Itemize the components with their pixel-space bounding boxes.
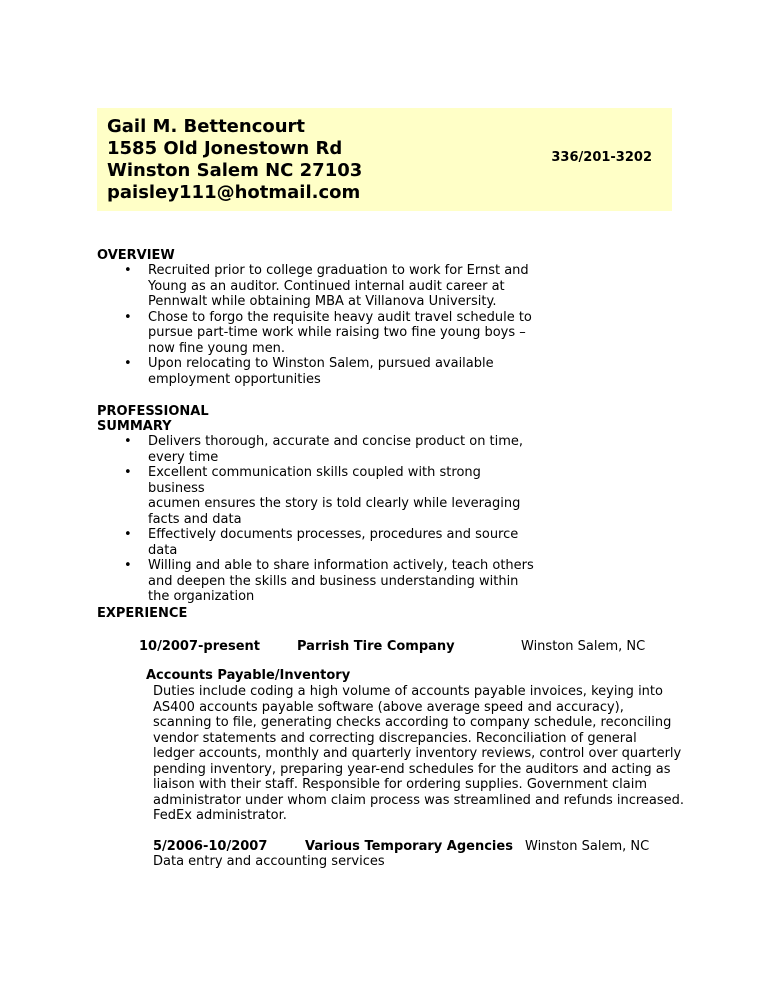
summary-title-line-2: SUMMARY [97,419,172,434]
phone-number: 336/201-3202 [551,150,652,165]
list-item: • Excellent communication skills coupled with strong business acumen ensures the story is told clearly while leveraging facts and data [124,465,521,527]
list-item: • Chose to forgo the requisite heavy audit travel schedule to pursue part-time work while raising two fine young boys – now fine young men. [124,309,532,356]
address-line-1: 1585 Old Jonestown Rd [107,138,343,159]
overview-section [97,248,537,387]
experience-section [97,606,187,621]
bullet-icon: • [124,356,132,371]
address-line-2: Winston Salem NC 27103 [107,160,363,181]
job-1-description: Duties include coding a high volume of accounts payable invoices, keying into AS400 accounts payable software (above average speed and accuracy), scanning to file, generating checks according to company schedule, reconciling vendor statements and correcting discrepancies. Reconciliation of general ledger accounts, monthly and quarterly inventory reviews, control over quarterly pending inventory, preparing year-end schedules for the auditors and acting as liaison with their staff. Responsible for ordering supplies. Government claim administrator under whom claim process was streamlined and refunds increased. FedEx administrator. [153,684,685,823]
bullet-icon: • [124,558,132,573]
job-1-role: Accounts Payable/Inventory [146,668,351,683]
summary-section [97,404,537,605]
job-1-company: Parrish Tire Company [297,639,455,654]
applicant-name: Gail M. Bettencourt [107,116,306,137]
list-item: • Delivers thorough, accurate and concise product on time, every time [124,434,524,465]
bullet-icon: • [124,263,132,278]
overview-title: OVERVIEW [97,248,175,263]
job-2-company: Various Temporary Agencies [305,839,513,854]
summary-title-line-1: PROFESSIONAL [97,404,209,419]
bullet-icon: • [124,527,132,542]
bullet-icon: • [124,309,132,325]
email: paisley111@hotmail.com [107,182,361,203]
job-1-location: Winston Salem, NC [521,639,646,654]
experience-title: EXPERIENCE [97,606,188,621]
list-item: • Upon relocating to Winston Salem, pursued available employment opportunities [124,356,494,387]
overview-list [97,263,537,387]
job-2-dates: 5/2006-10/2007 [153,839,268,854]
job-2-description: Data entry and accounting services [153,854,385,869]
list-item: • Recruited prior to college graduation to work for Ernst and Young as an auditor. Continued internal audit career at Pennwalt while obtaining MBA at Villanova University. [124,263,529,309]
contact-block [107,116,362,204]
contact-header [97,108,672,211]
bullet-icon: • [124,434,132,449]
job-1-dates: 10/2007-present [139,639,260,654]
bullet-icon: • [124,465,132,480]
summary-list [97,434,537,605]
list-item: • Effectively documents processes, procedures and source data [124,527,519,558]
job-2-location: Winston Salem, NC [525,839,650,854]
list-item: • Willing and able to share information actively, teach others and deepen the skills and business understanding within the organization [124,558,534,604]
